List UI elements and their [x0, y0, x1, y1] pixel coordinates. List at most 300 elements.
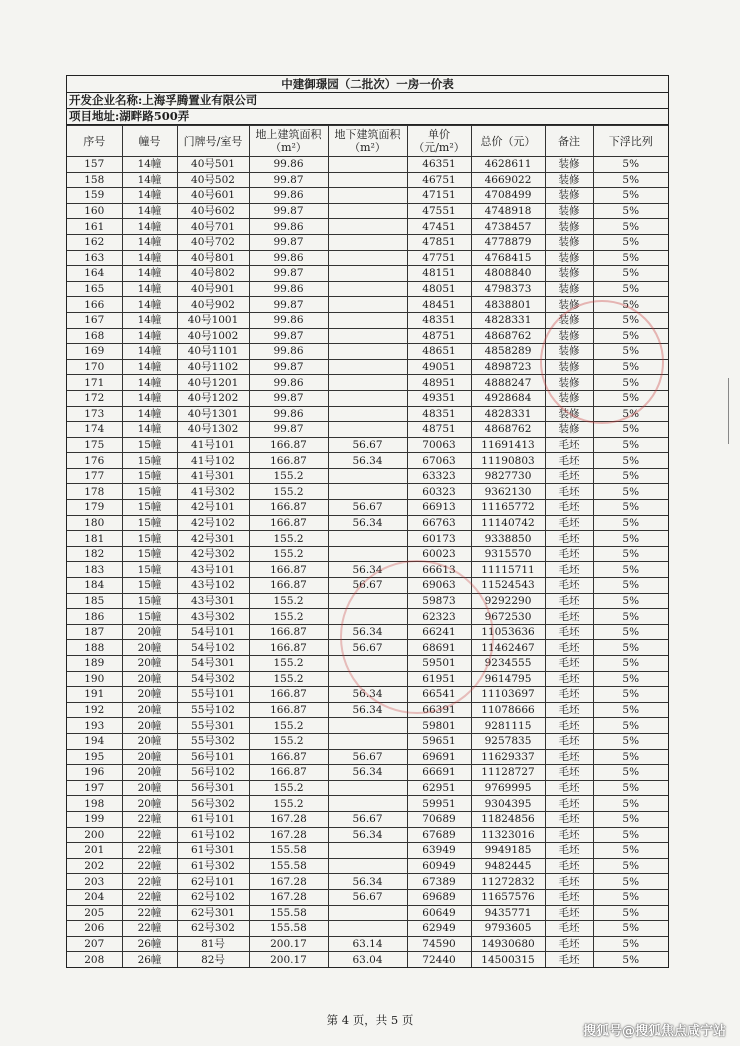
table-cell: 67389 [407, 874, 471, 890]
table-cell: 42号301 [177, 531, 249, 547]
table-cell: 毛坯 [545, 952, 593, 967]
table-row [67, 858, 668, 874]
table-cell: 4828331 [471, 312, 545, 328]
table-cell: 9769995 [471, 780, 545, 796]
table-cell: 43号102 [177, 578, 249, 594]
table-cell: 5% [593, 328, 668, 344]
table-cell [328, 250, 407, 266]
table-cell: 5% [593, 531, 668, 547]
table-cell: 5% [593, 500, 668, 516]
table-cell: 9338850 [471, 531, 545, 547]
table-cell: 装修 [545, 281, 593, 297]
table-cell: 61号102 [177, 827, 249, 843]
table-cell: 70689 [407, 811, 471, 827]
table-cell: 14幢 [122, 234, 177, 250]
table-row [67, 188, 668, 204]
table-cell: 40号902 [177, 297, 249, 313]
table-cell: 11103697 [471, 687, 545, 703]
table-cell: 毛坯 [545, 765, 593, 781]
table-cell: 11128727 [471, 765, 545, 781]
price-sheet [66, 75, 669, 968]
col-header: 下浮比列 [593, 126, 668, 157]
table-cell: 14幢 [122, 406, 177, 422]
table-cell: 5% [593, 359, 668, 375]
table-cell: 毛坯 [545, 827, 593, 843]
table-cell: 54号301 [177, 656, 249, 672]
table-cell: 装修 [545, 406, 593, 422]
table-cell: 177 [67, 468, 122, 484]
table-cell: 204 [67, 889, 122, 905]
table-cell: 14500315 [471, 952, 545, 967]
table-cell: 15幢 [122, 546, 177, 562]
table-cell: 22幢 [122, 905, 177, 921]
table-cell: 60323 [407, 484, 471, 500]
table-cell: 67063 [407, 453, 471, 469]
table-cell: 20幢 [122, 671, 177, 687]
table-cell: 155.58 [249, 905, 328, 921]
table-cell: 9362130 [471, 484, 545, 500]
table-cell: 41号101 [177, 437, 249, 453]
table-row [67, 671, 668, 687]
table-cell: 11078666 [471, 702, 545, 718]
table-cell [328, 359, 407, 375]
table-cell: 40号801 [177, 250, 249, 266]
table-cell: 161 [67, 219, 122, 235]
table-cell: 毛坯 [545, 718, 593, 734]
table-cell: 9315570 [471, 546, 545, 562]
table-cell: 11165772 [471, 500, 545, 516]
table-cell: 166.87 [249, 500, 328, 516]
table-cell: 155.2 [249, 531, 328, 547]
table-cell: 99.87 [249, 203, 328, 219]
table-cell: 11462467 [471, 640, 545, 656]
table-row [67, 733, 668, 749]
table-cell: 99.87 [249, 297, 328, 313]
table-cell: 22幢 [122, 858, 177, 874]
table-cell: 56.67 [328, 811, 407, 827]
table-cell: 56.67 [328, 437, 407, 453]
table-cell: 166.87 [249, 640, 328, 656]
table-cell: 14幢 [122, 266, 177, 282]
table-cell: 毛坯 [545, 733, 593, 749]
table-cell: 11272832 [471, 874, 545, 890]
table-cell: 40号602 [177, 203, 249, 219]
table-cell: 155.2 [249, 546, 328, 562]
watermark: 搜狐号@搜狐焦点咸宁站 [582, 1024, 726, 1039]
table-cell: 11824856 [471, 811, 545, 827]
table-cell: 5% [593, 858, 668, 874]
table-cell: 47151 [407, 188, 471, 204]
table-cell: 198 [67, 796, 122, 812]
table-cell: 61号101 [177, 811, 249, 827]
table-cell: 56.34 [328, 827, 407, 843]
table-cell: 60173 [407, 531, 471, 547]
table-cell: 206 [67, 921, 122, 937]
table-header-row [67, 126, 668, 157]
table-cell: 166.87 [249, 749, 328, 765]
table-cell: 毛坯 [545, 702, 593, 718]
table-cell: 毛坯 [545, 578, 593, 594]
table-row [67, 328, 668, 344]
table-cell: 22幢 [122, 843, 177, 859]
table-cell: 5% [593, 656, 668, 672]
table-cell: 54号102 [177, 640, 249, 656]
table-cell: 毛坯 [545, 640, 593, 656]
table-cell: 56.34 [328, 765, 407, 781]
table-cell: 4738457 [471, 219, 545, 235]
table-cell: 15幢 [122, 578, 177, 594]
table-cell [328, 843, 407, 859]
table-cell: 毛坯 [545, 858, 593, 874]
table-cell: 155.2 [249, 796, 328, 812]
table-cell: 9257835 [471, 733, 545, 749]
table-cell [328, 266, 407, 282]
table-cell: 56号302 [177, 796, 249, 812]
table-cell: 62号101 [177, 874, 249, 890]
table-cell: 167.28 [249, 874, 328, 890]
table-cell: 178 [67, 484, 122, 500]
table-row [67, 266, 668, 282]
table-cell: 47851 [407, 234, 471, 250]
table-cell: 166.87 [249, 515, 328, 531]
table-cell: 毛坯 [545, 671, 593, 687]
table-cell [328, 780, 407, 796]
table-cell [328, 733, 407, 749]
table-cell: 56.34 [328, 624, 407, 640]
table-cell: 62949 [407, 921, 471, 937]
table-row [67, 640, 668, 656]
table-cell: 48151 [407, 266, 471, 282]
table-cell [328, 921, 407, 937]
table-cell: 164 [67, 266, 122, 282]
table-cell: 193 [67, 718, 122, 734]
table-cell: 191 [67, 687, 122, 703]
table-cell: 99.86 [249, 344, 328, 360]
table-cell: 99.86 [249, 250, 328, 266]
table-cell: 11691413 [471, 437, 545, 453]
table-cell: 20幢 [122, 749, 177, 765]
table-cell: 56.67 [328, 889, 407, 905]
table-cell: 167.28 [249, 811, 328, 827]
table-cell: 166.87 [249, 702, 328, 718]
table-row [67, 312, 668, 328]
table-cell: 166 [67, 297, 122, 313]
table-cell: 62951 [407, 780, 471, 796]
table-cell: 200.17 [249, 936, 328, 952]
table-cell: 155.58 [249, 858, 328, 874]
table-cell [328, 312, 407, 328]
table-cell: 14幢 [122, 250, 177, 266]
table-cell: 174 [67, 422, 122, 438]
table-cell: 14幢 [122, 312, 177, 328]
table-cell: 159 [67, 188, 122, 204]
table-cell: 14幢 [122, 375, 177, 391]
table-cell: 59951 [407, 796, 471, 812]
table-cell: 66241 [407, 624, 471, 640]
table-cell: 毛坯 [545, 453, 593, 469]
table-cell: 56.34 [328, 687, 407, 703]
table-cell: 166.87 [249, 453, 328, 469]
table-cell [328, 375, 407, 391]
table-cell: 41号102 [177, 453, 249, 469]
table-cell: 66391 [407, 702, 471, 718]
table-cell: 56.67 [328, 749, 407, 765]
table-row [67, 718, 668, 734]
table-cell [328, 406, 407, 422]
table-cell: 56号102 [177, 765, 249, 781]
table-cell: 155.2 [249, 671, 328, 687]
table-row [67, 500, 668, 516]
table-cell: 59651 [407, 733, 471, 749]
table-cell: 56.34 [328, 515, 407, 531]
table-cell: 166.87 [249, 765, 328, 781]
table-cell: 200 [67, 827, 122, 843]
table-cell: 179 [67, 500, 122, 516]
table-cell: 22幢 [122, 811, 177, 827]
table-cell: 5% [593, 297, 668, 313]
table-cell: 毛坯 [545, 437, 593, 453]
table-cell: 9949185 [471, 843, 545, 859]
table-cell: 4888247 [471, 375, 545, 391]
table-cell: 99.87 [249, 172, 328, 188]
table-cell: 99.86 [249, 219, 328, 235]
table-cell [328, 905, 407, 921]
table-cell: 5% [593, 733, 668, 749]
table-row [67, 609, 668, 625]
table-cell: 155.2 [249, 780, 328, 796]
table-cell: 63949 [407, 843, 471, 859]
table-cell: 199 [67, 811, 122, 827]
table-cell: 4928684 [471, 390, 545, 406]
table-cell: 55号302 [177, 733, 249, 749]
table-cell: 26幢 [122, 936, 177, 952]
table-row [67, 157, 668, 173]
table-cell: 4768415 [471, 250, 545, 266]
table-cell: 166.87 [249, 578, 328, 594]
table-row [67, 344, 668, 360]
table-cell: 40号1301 [177, 406, 249, 422]
table-cell: 26幢 [122, 952, 177, 967]
table-cell: 187 [67, 624, 122, 640]
table-cell: 毛坯 [545, 889, 593, 905]
table-cell: 183 [67, 562, 122, 578]
table-cell: 毛坯 [545, 843, 593, 859]
table-cell: 47751 [407, 250, 471, 266]
table-cell: 181 [67, 531, 122, 547]
table-cell: 61951 [407, 671, 471, 687]
table-cell: 99.86 [249, 406, 328, 422]
table-cell: 14幢 [122, 328, 177, 344]
table-cell: 20幢 [122, 624, 177, 640]
table-cell: 5% [593, 437, 668, 453]
table-cell [328, 546, 407, 562]
table-cell: 11524543 [471, 578, 545, 594]
table-cell: 99.86 [249, 188, 328, 204]
table-cell: 41号302 [177, 484, 249, 500]
table-cell: 14幢 [122, 390, 177, 406]
table-row [67, 578, 668, 594]
table-cell: 5% [593, 515, 668, 531]
table-cell: 203 [67, 874, 122, 890]
table-cell: 22幢 [122, 874, 177, 890]
table-cell: 82号 [177, 952, 249, 967]
table-cell: 172 [67, 390, 122, 406]
table-cell: 56.34 [328, 874, 407, 890]
table-cell: 5% [593, 718, 668, 734]
table-row [67, 624, 668, 640]
table-cell: 毛坯 [545, 593, 593, 609]
table-cell: 装修 [545, 266, 593, 282]
table-cell: 55号301 [177, 718, 249, 734]
price-table [67, 125, 668, 967]
table-cell: 14幢 [122, 359, 177, 375]
table-cell: 165 [67, 281, 122, 297]
table-row [67, 811, 668, 827]
table-row [67, 515, 668, 531]
table-cell [328, 422, 407, 438]
col-header: 地上建筑面积（m²） [249, 126, 328, 157]
table-cell: 60649 [407, 905, 471, 921]
table-cell: 207 [67, 936, 122, 952]
table-cell: 20幢 [122, 687, 177, 703]
table-cell: 5% [593, 843, 668, 859]
table-cell: 5% [593, 796, 668, 812]
table-cell [328, 593, 407, 609]
table-cell: 毛坯 [545, 780, 593, 796]
table-cell: 40号1001 [177, 312, 249, 328]
table-cell: 5% [593, 578, 668, 594]
table-cell: 9793605 [471, 921, 545, 937]
table-cell [328, 234, 407, 250]
table-cell [328, 157, 407, 173]
table-cell: 155.2 [249, 593, 328, 609]
table-cell: 9304395 [471, 796, 545, 812]
table-cell: 11629337 [471, 749, 545, 765]
table-cell: 15幢 [122, 453, 177, 469]
table-cell: 40号601 [177, 188, 249, 204]
table-cell: 9292290 [471, 593, 545, 609]
table-cell: 20幢 [122, 765, 177, 781]
table-cell: 20幢 [122, 796, 177, 812]
table-cell: 48751 [407, 422, 471, 438]
table-cell: 4748918 [471, 203, 545, 219]
table-cell: 5% [593, 344, 668, 360]
table-cell: 62323 [407, 609, 471, 625]
table-cell: 74590 [407, 936, 471, 952]
table-cell: 40号802 [177, 266, 249, 282]
table-cell: 5% [593, 406, 668, 422]
table-cell: 69689 [407, 889, 471, 905]
table-cell: 208 [67, 952, 122, 967]
table-cell: 毛坯 [545, 656, 593, 672]
table-cell: 15幢 [122, 500, 177, 516]
table-row [67, 250, 668, 266]
table-cell: 48951 [407, 375, 471, 391]
table-row [67, 437, 668, 453]
table-cell: 4898723 [471, 359, 545, 375]
table-cell: 5% [593, 765, 668, 781]
table-cell: 155.2 [249, 656, 328, 672]
table-cell: 201 [67, 843, 122, 859]
table-cell: 48351 [407, 312, 471, 328]
table-cell: 15幢 [122, 437, 177, 453]
table-cell: 22幢 [122, 921, 177, 937]
table-cell: 毛坯 [545, 796, 593, 812]
table-cell: 63.14 [328, 936, 407, 952]
table-cell [328, 609, 407, 625]
page-footer: 第 4 页，共 5 页 [326, 1013, 414, 1027]
table-cell: 5% [593, 172, 668, 188]
table-cell: 56.67 [328, 640, 407, 656]
table-cell: 11115711 [471, 562, 545, 578]
table-cell: 9827730 [471, 468, 545, 484]
table-cell: 43号101 [177, 562, 249, 578]
table-cell: 毛坯 [545, 624, 593, 640]
table-cell: 42号102 [177, 515, 249, 531]
table-cell: 5% [593, 312, 668, 328]
table-cell: 46751 [407, 172, 471, 188]
table-cell: 40号1201 [177, 375, 249, 391]
table-row [67, 936, 668, 952]
table-cell: 56.34 [328, 562, 407, 578]
table-cell: 40号702 [177, 234, 249, 250]
table-cell: 5% [593, 219, 668, 235]
col-header: 序号 [67, 126, 122, 157]
table-cell: 4669022 [471, 172, 545, 188]
table-cell: 5% [593, 453, 668, 469]
table-cell: 5% [593, 593, 668, 609]
table-cell: 72440 [407, 952, 471, 967]
table-row [67, 796, 668, 812]
table-cell: 56.67 [328, 578, 407, 594]
table-cell: 5% [593, 234, 668, 250]
table-row [67, 921, 668, 937]
table-cell: 9482445 [471, 858, 545, 874]
table-cell: 56号101 [177, 749, 249, 765]
table-cell [328, 390, 407, 406]
table-cell: 170 [67, 359, 122, 375]
table-cell: 5% [593, 687, 668, 703]
table-cell: 49351 [407, 390, 471, 406]
table-cell: 15幢 [122, 531, 177, 547]
table-cell: 15幢 [122, 515, 177, 531]
table-cell: 99.87 [249, 234, 328, 250]
table-cell: 20幢 [122, 733, 177, 749]
table-cell: 205 [67, 905, 122, 921]
table-cell: 5% [593, 811, 668, 827]
table-cell: 166.87 [249, 687, 328, 703]
table-cell: 9435771 [471, 905, 545, 921]
table-cell [328, 188, 407, 204]
table-cell: 48451 [407, 297, 471, 313]
table-cell: 196 [67, 765, 122, 781]
table-row [67, 453, 668, 469]
table-cell: 装修 [545, 422, 593, 438]
table-cell: 66913 [407, 500, 471, 516]
table-cell: 9281115 [471, 718, 545, 734]
table-cell: 5% [593, 702, 668, 718]
table-cell: 171 [67, 375, 122, 391]
table-cell: 5% [593, 281, 668, 297]
table-cell: 15幢 [122, 468, 177, 484]
table-cell: 69691 [407, 749, 471, 765]
table-cell: 184 [67, 578, 122, 594]
table-cell: 99.87 [249, 390, 328, 406]
table-cell [328, 219, 407, 235]
table-cell: 15幢 [122, 593, 177, 609]
table-cell: 5% [593, 250, 668, 266]
table-cell: 15幢 [122, 484, 177, 500]
